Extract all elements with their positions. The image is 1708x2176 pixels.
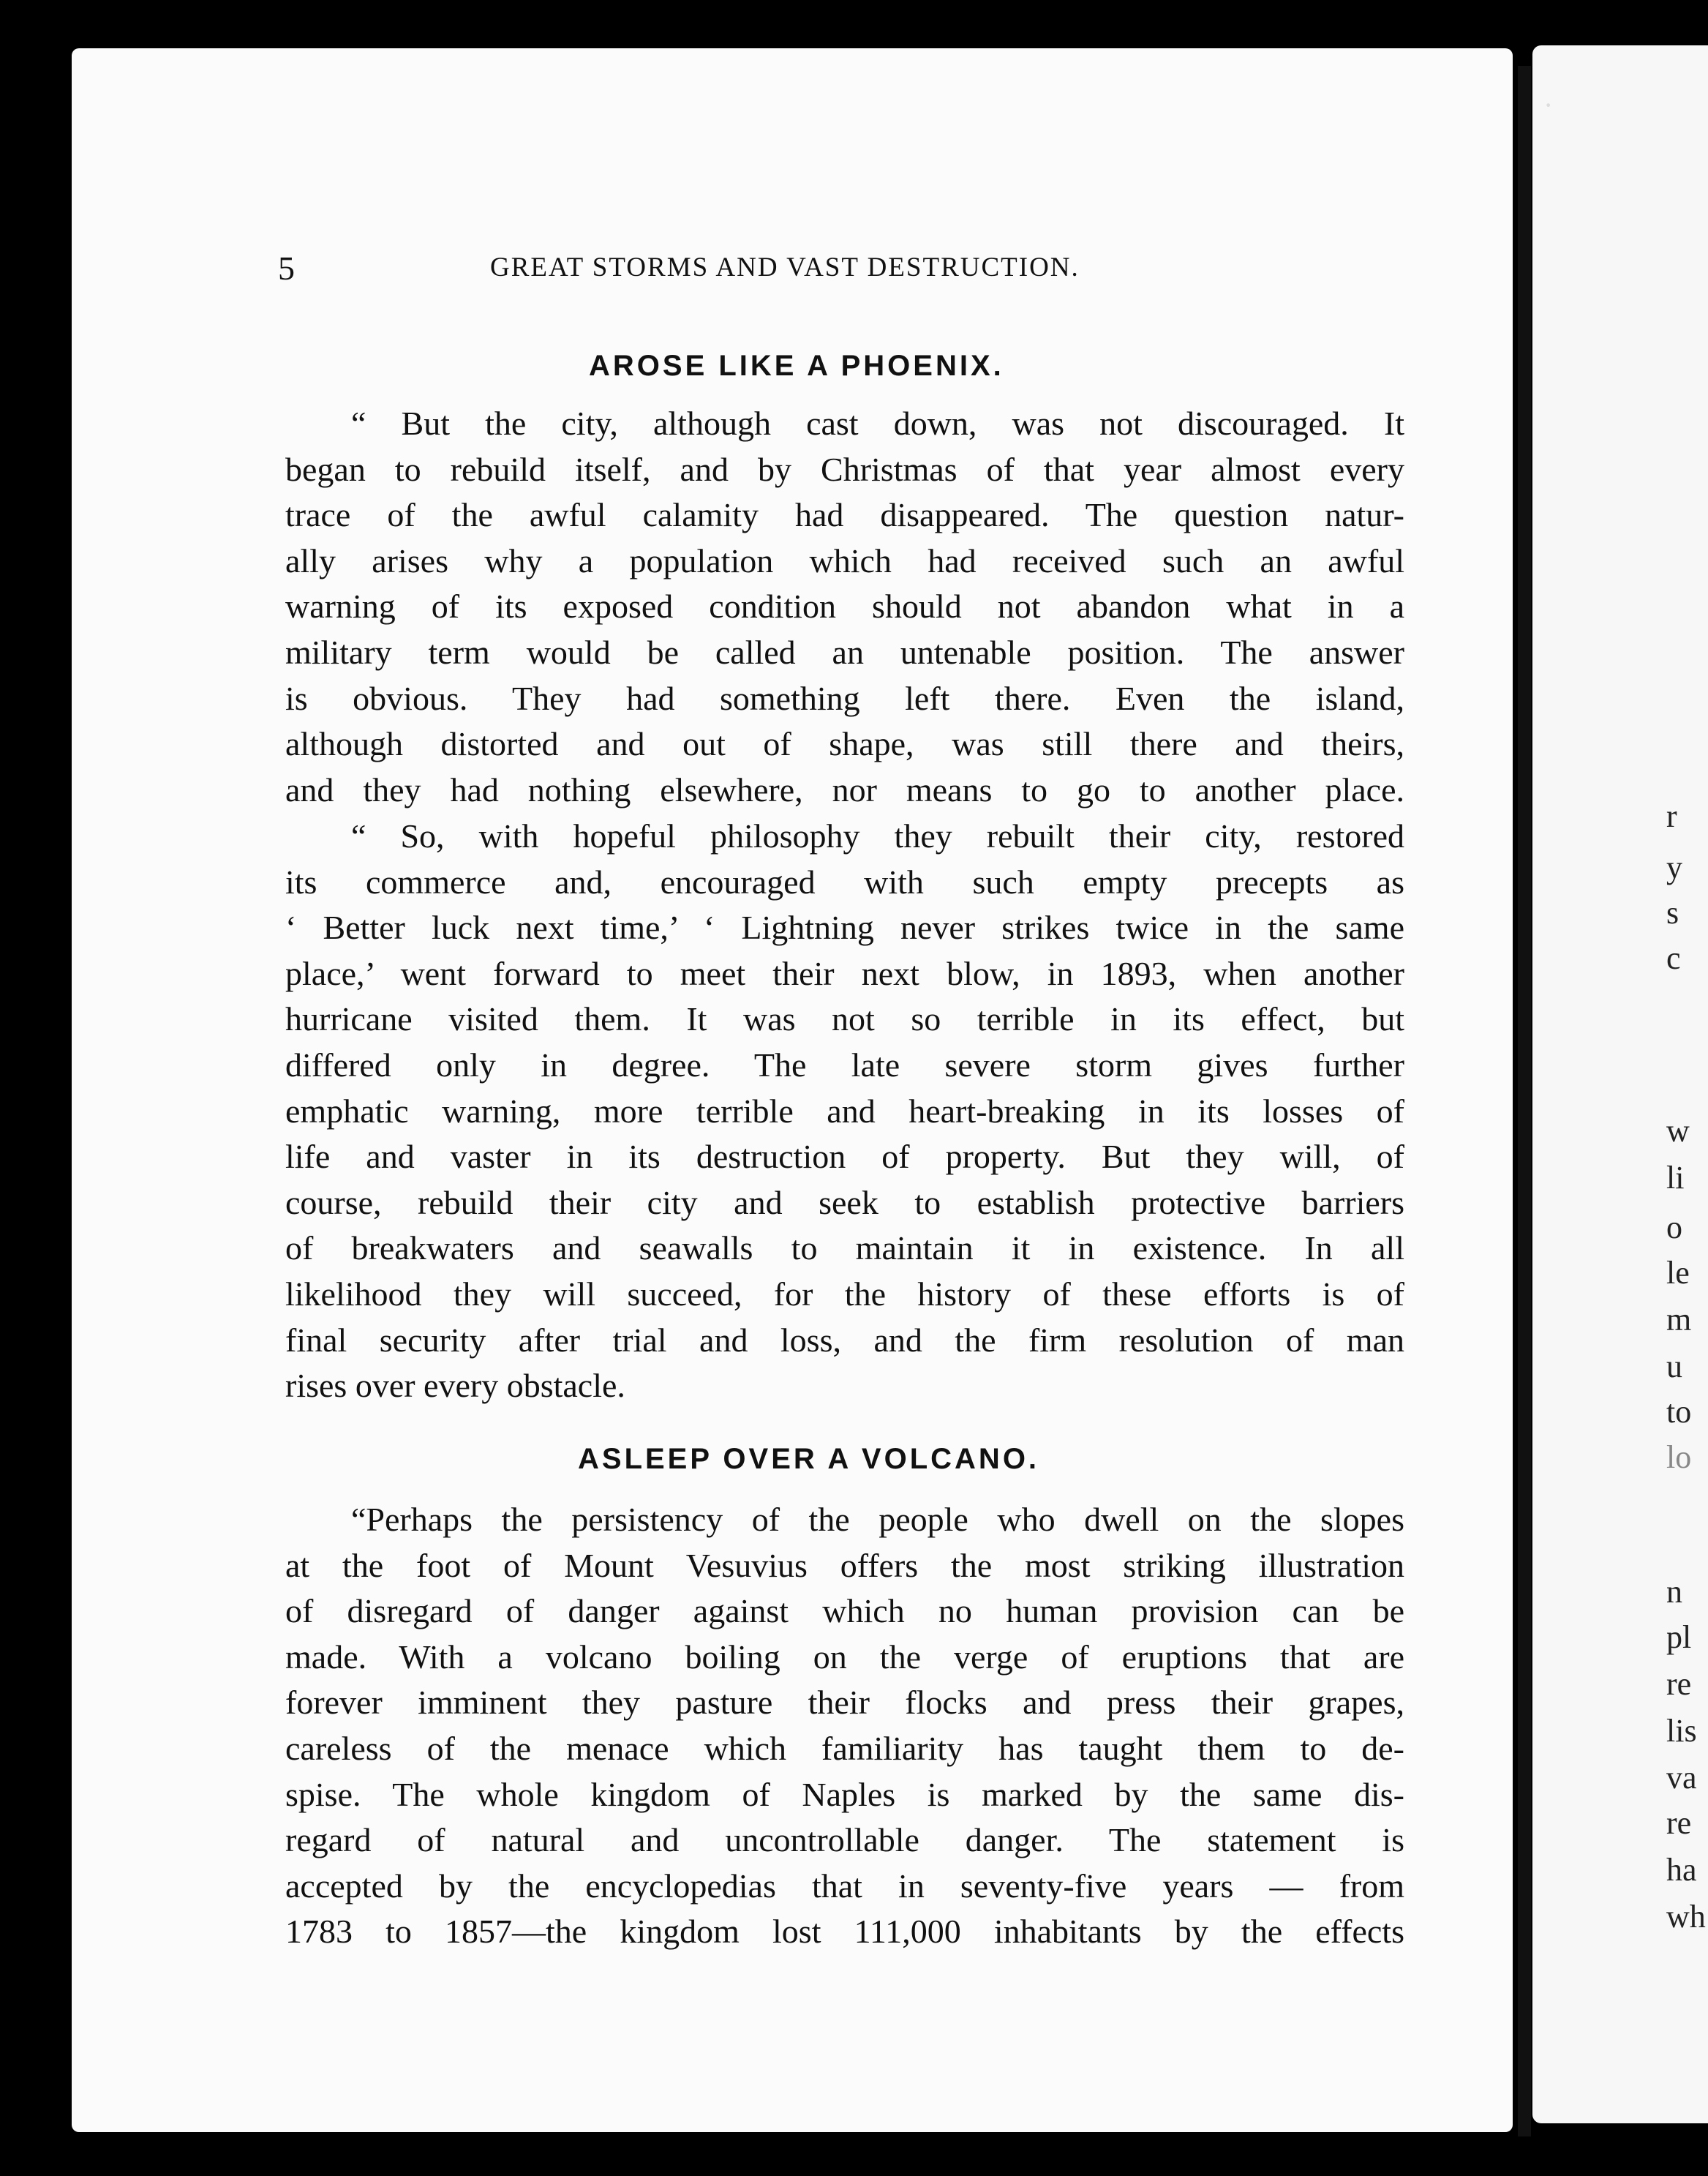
text-line: rises over every obstacle. <box>285 1367 625 1405</box>
facing-fragment: pl <box>1666 1619 1692 1655</box>
text-line: careless of the menace which familiarity has taught them to de- <box>285 1729 1404 1767</box>
text-line: final security after trial and loss, and the firm resolution of man <box>285 1321 1404 1359</box>
facing-fragment: lis <box>1666 1713 1697 1749</box>
facing-fragment: le <box>1666 1255 1690 1291</box>
paragraph <box>285 1497 1404 1955</box>
section-heading-phoenix: AROSE LIKE A PHOENIX. <box>589 350 1004 382</box>
text-line: “ So, with hopeful philosophy they rebuilt their city, restored <box>351 817 1404 855</box>
facing-fragment: m <box>1666 1302 1692 1338</box>
paragraph <box>285 401 1404 813</box>
text-line: 1783 to 1857—the kingdom lost 111,000 inhabitants by the effects <box>285 1913 1404 1951</box>
facing-fragment: n <box>1666 1574 1682 1610</box>
facing-fragment: w <box>1666 1113 1690 1149</box>
facing-fragment: va <box>1666 1760 1697 1796</box>
text-line: life and vaster in its destruction of property. But they will, of <box>285 1138 1404 1176</box>
page-header <box>278 249 1485 293</box>
scan-speck: · <box>1543 89 1554 121</box>
facing-fragment: c <box>1666 940 1681 976</box>
facing-fragment: to <box>1666 1394 1692 1430</box>
text-line: began to rebuild itself, and by Christmas of that year almost every <box>285 450 1404 488</box>
text-line: of breakwaters and seawalls to maintain it in existence. In all <box>285 1229 1404 1267</box>
text-line: ‘ Better luck next time,’ ‘ Lightning never strikes twice in the same <box>285 909 1404 947</box>
facing-fragment: re <box>1666 1666 1692 1702</box>
facing-fragment: re <box>1666 1805 1692 1841</box>
section-heading-volcano: ASLEEP OVER A VOLCANO. <box>578 1443 1040 1475</box>
text-line: “ But the city, although cast down, was not discouraged. It <box>351 405 1404 442</box>
text-line: warning of its exposed condition should not abandon what in a <box>285 588 1404 626</box>
facing-fragment: r <box>1666 798 1677 834</box>
page-number: 5 <box>278 250 295 287</box>
text-line: forever imminent they pasture their flocks and press their grapes, <box>285 1684 1404 1722</box>
text-line: “Perhaps the persistency of the people who dwell on the slopes <box>351 1501 1404 1538</box>
text-line: made. With a volcano boiling on the verge of eruptions that are <box>285 1637 1404 1676</box>
text-line: place,’ went forward to meet their next blow, in 1893, when another <box>285 954 1404 992</box>
text-line: is obvious. They had something left there. Even the island, <box>285 679 1404 717</box>
facing-fragment: li <box>1666 1160 1685 1196</box>
text-line: its commerce and, encouraged with such empty precepts as <box>285 863 1404 901</box>
text-line: emphatic warning, more terrible and heart-breaking in its losses of <box>285 1092 1404 1130</box>
facing-fragment: lo <box>1666 1439 1692 1475</box>
text-line: of disregard of danger against which no human provision can be <box>285 1592 1404 1630</box>
text-line: trace of the awful calamity had disappeared. The question natur- <box>285 496 1404 534</box>
running-title: GREAT STORMS AND VAST DESTRUCTION. <box>490 252 1080 282</box>
text-line: differed only in degree. The late severe storm gives further <box>285 1046 1404 1084</box>
text-line: accepted by the encyclopedias that in seventy-five years — from <box>285 1867 1404 1905</box>
text-line: hurricane visited them. It was not so terrible in its effect, but <box>285 1000 1404 1038</box>
facing-fragment: y <box>1666 849 1682 885</box>
facing-fragment: o <box>1666 1209 1682 1245</box>
facing-fragment: ha <box>1666 1852 1697 1888</box>
paragraph <box>285 814 1404 1409</box>
text-line: at the foot of Mount Vesuvius offers the most striking illustration <box>285 1546 1404 1584</box>
text-line: military term would be called an untenable position. The answer <box>285 633 1404 671</box>
text-line: course, rebuild their city and seek to establish protective barriers <box>285 1183 1404 1221</box>
text-line: spise. The whole kingdom of Naples is marked by the same dis- <box>285 1775 1404 1813</box>
text-line: and they had nothing elsewhere, nor means to go to another place. <box>285 770 1404 809</box>
text-line: likelihood they will succeed, for the history of these efforts is of <box>285 1275 1404 1313</box>
page-gutter <box>1518 66 1531 2136</box>
text-line: ally arises why a population which had received such an awful <box>285 541 1404 579</box>
text-line: although distorted and out of shape, was still there and theirs, <box>285 725 1404 763</box>
facing-fragment: wh <box>1666 1899 1706 1935</box>
facing-fragment: u <box>1666 1348 1682 1384</box>
facing-fragment: s <box>1666 895 1679 931</box>
text-line: regard of natural and uncontrollable danger. The statement is <box>285 1821 1404 1859</box>
